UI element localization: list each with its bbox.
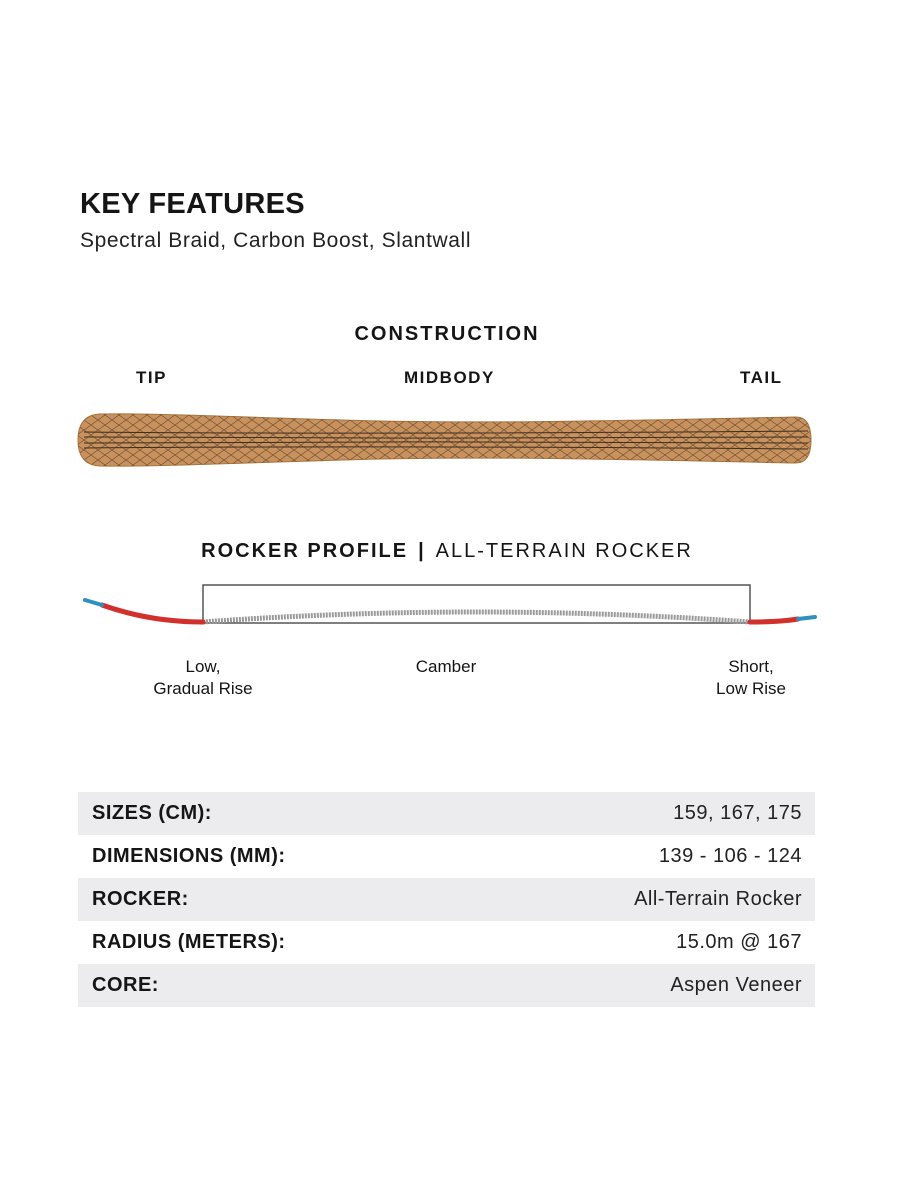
construction-title: CONSTRUCTION — [354, 323, 540, 345]
spec-row-dimensions — [78, 835, 815, 878]
tip-note-line2: Gradual Rise — [153, 679, 253, 698]
spec-row-core — [78, 964, 815, 1007]
key-features-title: KEY FEATURES — [80, 188, 305, 220]
spec-value: 15.0m @ 167 — [676, 931, 802, 953]
spec-label: RADIUS (METERS): — [92, 931, 286, 953]
rocker-profile-graphic — [0, 575, 900, 635]
tail-note-line2: Low Rise — [716, 679, 786, 698]
spec-value: 159, 167, 175 — [673, 802, 802, 824]
tip-rocker-line — [102, 605, 203, 622]
rocker-profile-type: ALL-TERRAIN ROCKER — [435, 540, 693, 562]
ski-construction-graphic — [0, 400, 900, 480]
spec-label: DIMENSIONS (MM): — [92, 845, 286, 867]
specs-table — [78, 792, 815, 1007]
braid-pattern — [70, 405, 820, 475]
rocker-profile-separator: | — [418, 540, 426, 562]
key-features-list: Spectral Braid, Carbon Boost, Slantwall — [80, 229, 472, 252]
camber-line — [203, 612, 750, 622]
construction-label-tail: TAIL — [740, 368, 783, 387]
tip-end — [85, 600, 102, 605]
spec-row-rocker — [78, 878, 815, 921]
tail-note-line1: Short, — [728, 657, 774, 676]
spec-label: SIZES (CM): — [92, 802, 212, 824]
spec-label: ROCKER: — [92, 888, 189, 910]
spec-value: All-Terrain Rocker — [634, 888, 802, 910]
spec-row-radius — [78, 921, 815, 964]
camber-note: Camber — [415, 657, 477, 676]
rocker-profile-title: ROCKER PROFILE — [201, 540, 409, 562]
tail-end — [798, 617, 815, 619]
tail-rocker-line — [750, 619, 798, 622]
spec-label: CORE: — [92, 974, 159, 996]
rocker-profile-heading — [0, 540, 894, 563]
spec-value: 139 - 106 - 124 — [658, 845, 802, 867]
construction-label-tip: TIP — [136, 368, 167, 387]
tip-note-line1: Low, — [185, 657, 221, 676]
construction-label-midbody: MIDBODY — [404, 368, 495, 387]
tip-rocker-note — [143, 656, 263, 700]
tail-rocker-note — [701, 656, 801, 700]
spec-row-sizes — [78, 792, 815, 835]
spec-value: Aspen Veneer — [670, 974, 802, 996]
